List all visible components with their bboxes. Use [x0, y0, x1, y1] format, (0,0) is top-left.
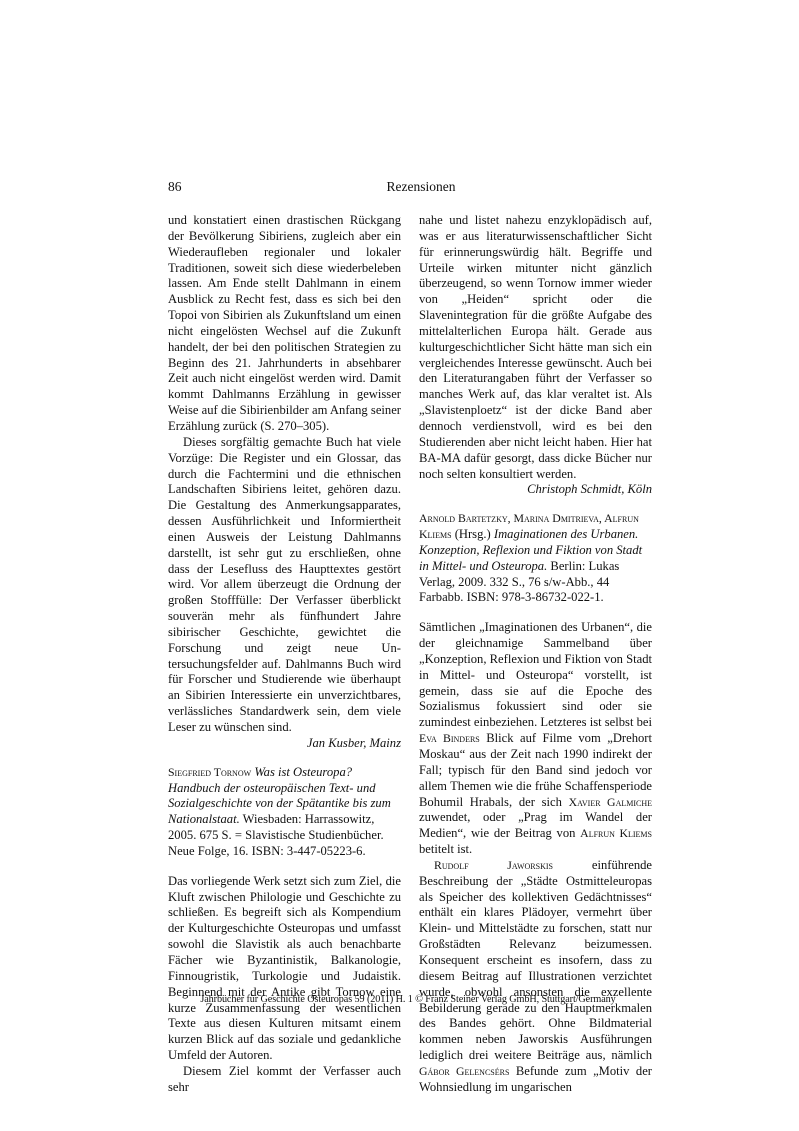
text-run: Blick auf Filme vom „Drehort Moskau“ aus der Zeit nach 1990 indirekt der Fall; typisch für den Band sind jedoch vor allem Themen wie die frühe Schaffensperiode Bohumil Hrabals, der sich — [419, 731, 652, 809]
running-head: Rezensionen — [386, 179, 456, 194]
paragraph: Dieses sorgfältig gemachte Buch hat viele Vorzüge: Die Register und ein Glossar, das durch die Fachtermini und die ethnischen Landschaften Sibiriens leitet, gehören dazu. Die Gestaltung des Anmerkungsapparates, dessen Ausführlichkeit und Informiertheit einen Ausweis der Leistung Dahlmanns darstellt, ist sehr gut zu erschließen, ohne dass der Lesefluss des Haupttextes gestört wird. Vor allem überzeugt die Ordnung der großen Stofffülle: Der Verfasser überblickt souverän mehr als fünfhundert Jahre sibirischer Geschichte, gewichtet die Forschung und zeigt neue Untersuchungsfelder auf. Dahlmanns Buch wird für Forscher und Studierende wie überhaupt an Sibirien Interessierte ein unverzichtbares, verlässliches Standardwerk sein, dem viele Leser zu wünschen sind. — [168, 434, 401, 734]
page-number: 86 — [168, 179, 182, 194]
paragraph: Diesem Ziel kommt der Verfasser auch sehr — [168, 1063, 401, 1094]
paragraph: nahe und listet nahezu enzyklopädisch auf, was er aus literaturwissenschaftlicher Sicht für erinnerungswürdig hält. Begriffe und Urteile wirken mitunter nicht gänzlich überzeugend, so wenn Tornow immer wieder von „Heiden“ spricht oder die Slavenintegration für die größte Aufgabe des mittelalterlichen Europa hält. Gerade aus kulturgeschichtlicher Sicht hätte man sich ein vergleichendes Interesse gewünscht. Auch bei den Literaturangaben führt der Verfasser so manches Werk auf, das klar veraltet ist. Als „Slavistenploetz“ ist der dicke Band aber dennoch verdienstvoll, wird es bei den Studierenden aber nicht leicht haben. Hier hat BA-MA dafür gesorgt, dass dicke Bücher nur noch selten konsultiert werden. — [419, 213, 652, 481]
person-name: Gábor Gelencsérs — [419, 1063, 510, 1078]
review-authors: Arnold Bartetzky, Marina Dmitrieva, Alfrun Kliems — [419, 511, 639, 542]
paragraph — [419, 858, 652, 1096]
review-details: Berlin: Lukas Verlag, 2009. 332 S., 76 s/w-Abb., 44 Farbabb. ISBN: 978-3-86732-022-1. — [419, 558, 620, 605]
review-author: Siegfried Tornow — [168, 764, 252, 779]
page-footer: Jahrbücher für Geschichte Osteuropas 59 (2011) H. 1 © Franz Steiner Verlag GmbH, Stuttgart/Germany — [200, 994, 616, 1005]
reviewer-signature: Christoph Schmidt, Köln — [527, 482, 652, 497]
paragraph — [419, 620, 652, 858]
review-citation — [168, 765, 401, 860]
text-run: Befunde zum „Motiv der Wohnsiedlung im ungarischen — [419, 1063, 652, 1094]
person-name: Rudolf Jaworskis — [434, 857, 553, 872]
review-citation — [419, 511, 652, 606]
text-run: zuwendet, oder „Prag im Wandel der Medien“, wie der Beitrag von — [419, 810, 652, 841]
person-name: Xavier Galmiche — [568, 794, 653, 809]
paragraph: Das vorliegende Werk setzt sich zum Ziel, die Kluft zwischen Philologie und Geschichte zu schließen. Es begreift sich als Kompendium der Kulturgeschichte Osteuropas und umfasst sowohl die Slavistik als auch benachbarte Fächer wie Byzantinistik, Balkanologie, Finnougristik, Turkologie und Judaistik. Beginnend mit der Antike gibt Tornow eine kurze Zusammenfassung der wesentlichen Texte aus diesen Kulturen mitsamt einem kurzen Blick auf das soziale und gedankliche Umfeld der Autoren. — [168, 873, 401, 1063]
person-name: Eva Binders — [419, 731, 480, 746]
review-editor-note: (Hrsg.) — [454, 527, 491, 542]
review-details: Wiesbaden: Harrassowitz, 2005. 675 S. = Slavistische Studienbücher. Neue Folge, 16. ISBN: 3-447-05223-6. — [168, 812, 384, 858]
review-title: Imaginationen des Urbanen. Konzeption, Reflexion und Fiktion von Stadt in Mittel- und Osteuropa. — [419, 527, 643, 573]
text-run: einführende Beschreibung der „Städte Ostmitteleuropas als Speicher des kollektiven Gedächtnisses“ enthält ein klares Plädoyer, vermehrt über Klein- und Mittelstädte zu forschen, statt nur Großstädten Relevanz beizumessen. Konsequent erscheint es insofern, dass zu diesem Beitrag auf Illustrationen verzichtet wurde, obwohl ansonsten die exzellente Bebilderung gerade zu den Hauptmerkmalen des Bandes gehört. Ohne Bildmaterial kommen neben Jaworskis Ausführungen lediglich drei weitere Beiträge aus, nämlich — [419, 857, 652, 1063]
left-column — [168, 213, 401, 1096]
person-name: Alfrun Kliems — [580, 826, 652, 841]
reviewer-signature: Jan Kusber, Mainz — [306, 735, 401, 750]
right-column — [419, 213, 652, 1096]
text-run: Sämtlichen „Imaginationen des Urbanen“, die der gleichnamige Sammelband über „Konzeption, Reflexion und Fiktion von Stadt in Mittel- und Osteuropa“ vorstellt, ist gemein, dass sie auf die Epoche des Sozialismus fokussiert sind oder sie zumindest einbeziehen. Letzteres ist selbst bei — [419, 620, 652, 730]
review-title: Was ist Osteuropa? Handbuch der osteuropäischen Text- und Sozialgeschichte von der Spätantike bis zum Nationalstaat. — [168, 764, 391, 827]
paragraph: und konstatiert einen drastischen Rückgang der Bevölkerung Sibiriens, zugleich aber ein Wiederaufleben regionaler und lokaler Traditionen, soweit sich diese wiederbeleben lassen. Am Ende stellt Dahlmann in einem Ausblick zu Recht fest, dass es sich bei den Topoi von Sibirien als Zukunftsland um einen nicht eingelösten Wechsel auf die Zukunft handelt, der bei den politischen Strategien zu Beginn des 21. Jahrhunderts in absehbarer Zeit auch nicht eingelöst werden wird. Damit kommt Dahlmanns Erzählung in gewisser Weise auf die Sibirienbilder am Anfang seiner Erzählung zurück (S. 270–305). — [168, 213, 401, 433]
text-run: betitelt ist. — [419, 842, 473, 857]
